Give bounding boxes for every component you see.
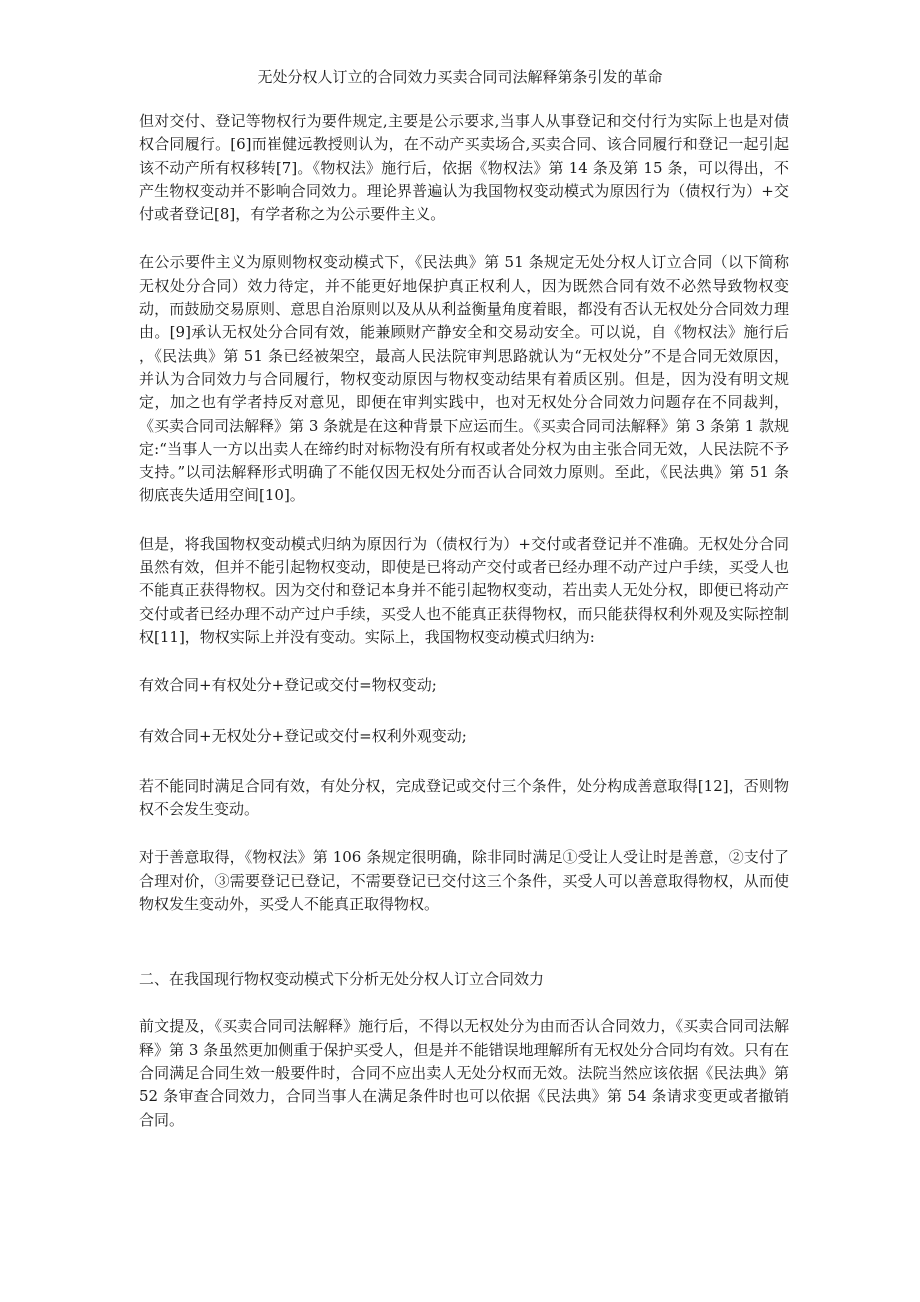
paragraph-4: 若不能同时满足合同有效，有处分权，完成登记或交付三个条件，处分构成善意取得[12]，否则物权不会发生变动。: [139, 776, 789, 819]
paragraph-5: 对于善意取得，《物权法》第 106 条规定很明确，除非同时满足①受让人受让时是善意，②支付了合理对价，③需要登记已登记，不需要登记已交付这三个条件，买受人可以善意取得物权，从而使物权发生变动外，买受人不能真正取得物权。: [139, 848, 789, 914]
formula-line-1: 有效合同+有权处分+登记或交付=物权变动;: [139, 676, 437, 695]
formula-line-2: 有效合同+无权处分+登记或交付=权利外观变动;: [139, 726, 467, 745]
paragraph-2: 在公示要件主义为原则物权变动模式下，《民法典》第 51 条规定无处分权人订立合同（以下简称无权处分合同）效力待定，并不能更好地保护真正权利人，因为既然合同有效不必然导致物权变动，而鼓励交易原则、意思自治原则以及从从利益衡量角度着眼，都没有否认无权处分合同效力理由。[9]承认无权处分合同有效，能兼顾财产静安全和交易动安全。可以说，自《物权法》施行后 ，《民法典》第 51 条已经被架空，最高人民法院审判思路就认为“无权处分”不是合同无效原因，并认为合同效力与合同履行，物权变动原因与物权变动结果有着质区别。但是，因为没有明文规定，加之也有学者持反对意见，即便在审判实践中，也对无权处分合同效力问题存在不同裁判，《买卖合同司法解释》第 3 条就是在这种背景下应运而生。《买卖合同司法解释》第 3 条第 1 款规定:“当事人一方以出卖人在缔约时对标物没有所有权或者处分权为由主张合同无效，人民法院不予支持。”以司法解释形式明确了不能仅因无权处分而否认合同效力原则。至此，《民法典》第 51 条彻底丧失适用空间[10]。: [139, 253, 789, 505]
document-body: [139, 110, 789, 1157]
paragraph-3: 但是，将我国物权变动模式归纳为原因行为（债权行为）+交付或者登记并不准确。无权处分合同虽然有效，但并不能引起物权变动，即使是已将动产交付或者已经办理不动产过户手续，买受人也不能真正获得物权。因为交付和登记本身并不能引起物权变动，若出卖人无处分权，即便已将动产交付或者已经办理不动产过户手续，买受人也不能真正获得物权，而只能获得权利外观及实际控制权[11]，物权实际上并没有变动。实际上，我国物权变动模式归纳为:: [139, 534, 789, 646]
paragraph-1: 但对交付、登记等物权行为要件规定,主要是公示要求,当事人从事登记和交付行为实际上也是对债权合同履行。[6]而崔健远教授则认为，在不动产买卖场合,买卖合同、该合同履行和登记一起引起该不动产所有权移转[7]。《物权法》施行后，依据《物权法》第 14 条及第 15 条，可以得出，不产生物权变动并不影响合同效力。理论界普遍认为我国物权变动模式为原因行为（债权行为）+交付或者登记[8]，有学者称之为公示要件主义。: [139, 112, 789, 224]
section-paragraph-1: 前文提及，《买卖合同司法解释》施行后，不得以无权处分为由而否认合同效力，《买卖合同司法解释》第 3 条虽然更加侧重于保护买受人，但是并不能错误地理解所有无权处分合同均有效。只有在合同满足合同生效一般要件时，合同不应出卖人无处分权而无效。法院当然应该依据《民法典》第 52 条审查合同效力，合同当事人在满足条件时也可以依据《民法典》第 54 条请求变更或者撤销合同。: [139, 1017, 789, 1129]
document-title: 无处分权人订立的合同效力买卖合同司法解释第条引发的革命: [257, 68, 663, 86]
section-heading: 二、在我国现行物权变动模式下分析无处分权人订立合同效力: [139, 970, 545, 989]
